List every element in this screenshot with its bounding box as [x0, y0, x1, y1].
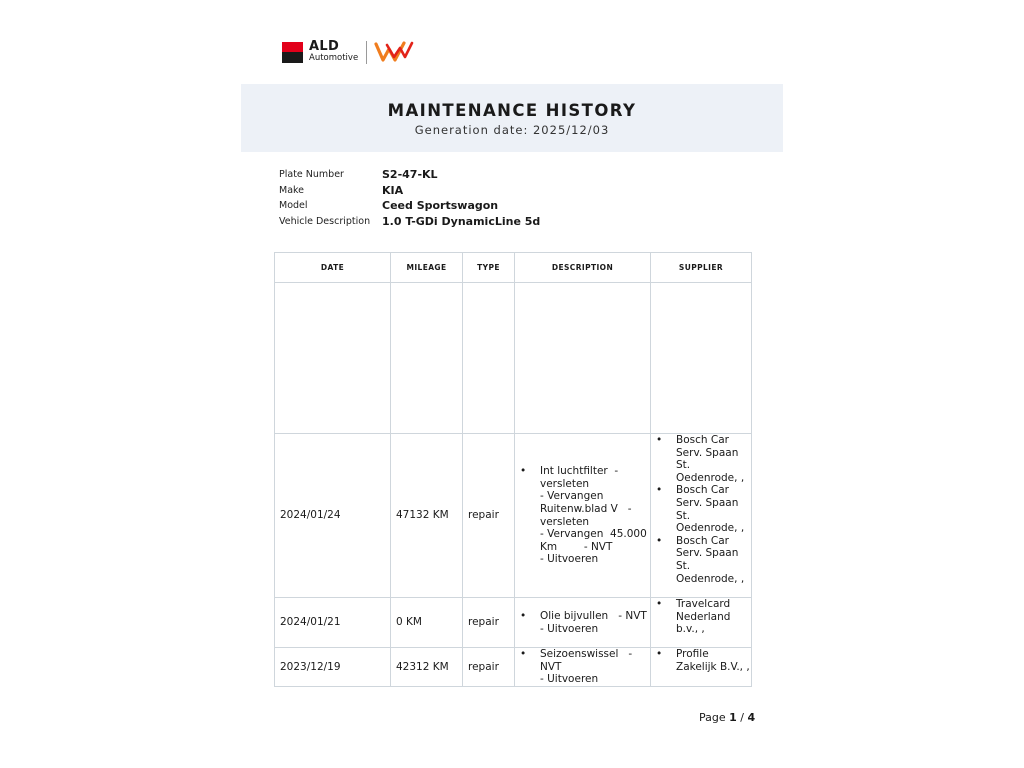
supplier-item: • Bosch Car Serv. Spaan St. Oedenrode, ,: [656, 434, 751, 484]
vehicle-value: KIA: [382, 183, 404, 197]
column-header-date: DATE: [275, 253, 391, 283]
supplier-item: • Travelcard Nederland b.v., ,: [656, 598, 751, 636]
table-row: [275, 598, 752, 648]
report-header: [241, 84, 783, 152]
page-title: MAINTENANCE HISTORY: [387, 101, 637, 120]
ald-logo-text: ALD Automotive: [309, 39, 359, 63]
cell-description: [515, 648, 651, 687]
vehicle-value: Ceed Sportswagon: [382, 199, 499, 213]
cell-supplier: [651, 648, 752, 687]
total-pages: 4: [747, 711, 756, 724]
vehicle-label: Vehicle Description: [279, 215, 371, 227]
supplier-item: • Profile Zakelijk B.V., ,: [656, 648, 751, 673]
maintenance-table: [274, 252, 752, 687]
description-item: • Olie bijvullen - NVT - Uitvoeren: [520, 610, 650, 635]
cell-date: 2023/12/19: [275, 648, 391, 687]
vehicle-label: Plate Number: [279, 169, 344, 180]
column-header-supplier: SUPPLIER: [651, 253, 752, 283]
generation-date: Generation date: 2025/12/03: [414, 123, 610, 137]
cell-mileage: 0 KM: [391, 598, 463, 648]
cell-supplier: [651, 598, 752, 648]
column-header-mileage: MILEAGE: [391, 253, 463, 283]
description-item: • Int luchtfilter - versleten - Vervangen Ruitenw.blad V - versleten - Vervangen 45.000 Km - NVT - Uitvoeren: [520, 465, 650, 566]
current-page: 1: [729, 711, 737, 724]
description-item: • Seizoenswissel - NVT - Uitvoeren: [520, 648, 650, 686]
cell-type: repair: [463, 434, 515, 598]
cell-type: repair: [463, 598, 515, 648]
cell-supplier: [651, 434, 752, 598]
cell-date: 2024/01/24: [275, 434, 391, 598]
cell-mileage: 47132 KM: [391, 434, 463, 598]
table-row: [275, 648, 752, 687]
cell-date: 2024/01/21: [275, 598, 391, 648]
table-row-empty: [275, 283, 752, 434]
table-header-row: [275, 253, 752, 283]
supplier-item: • Bosch Car Serv. Spaan St. Oedenrode, ,: [656, 484, 751, 534]
cell-type: repair: [463, 648, 515, 687]
vehicle-label: Model: [279, 200, 308, 212]
vehicle-value: 1.0 T-GDi DynamicLine 5d: [382, 214, 541, 228]
logo-divider: [366, 41, 367, 64]
vehicle-label: Make: [279, 184, 305, 196]
cell-description: [515, 434, 651, 598]
vehicle-value: S2-47-KL: [382, 168, 438, 181]
ald-logo-mark: [282, 42, 303, 63]
cell-description: [515, 598, 651, 648]
column-header-description: DESCRIPTION: [515, 253, 651, 283]
page-indicator: Page 1 / 4: [699, 711, 756, 724]
supplier-item: • Bosch Car Serv. Spaan St. Oedenrode, ,: [656, 535, 751, 585]
cell-mileage: 42312 KM: [391, 648, 463, 687]
w-logo-icon: [374, 40, 414, 64]
column-header-type: TYPE: [463, 253, 515, 283]
table-row: [275, 434, 752, 598]
